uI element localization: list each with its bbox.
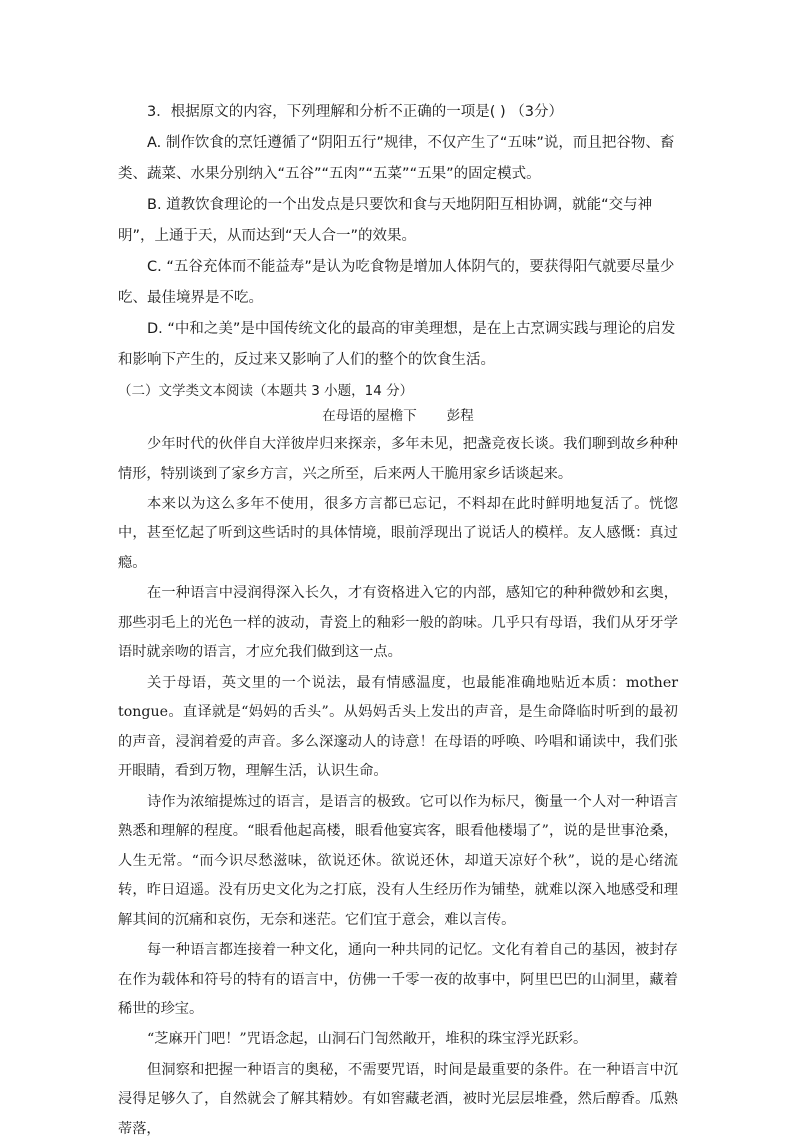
essay-paragraph: 少年时代的伙伴自大洋彼岸归来探亲，多年未见，把盏竞夜长谈。我们聊到故乡种种情形，特别谈到了家乡方言，兴之所至，后来两人干脆用家乡话谈起来。	[118, 436, 678, 482]
option-c: C. “五谷充体而不能益寿”是认为吃食物是增加人体阴气的，要获得阳气就要尽量少吃、最佳境界是不吃。	[118, 259, 675, 306]
essay-paragraph: 本来以为这么多年不使用，很多方言都已忘记，不料却在此时鲜明地复活了。恍惚中，甚至忆起了听到这些话时的具体情境，眼前浮现出了说话人的模样。友人感慨：真过瘾。	[118, 495, 678, 571]
essay-paragraph: “芝麻开门吧！”咒语念起，山洞石门訇然敞开，堆积的珠宝浮光跃彩。	[147, 1031, 588, 1048]
essay-title-line	[118, 406, 678, 426]
essay-paragraph: 但洞察和把握一种语言的奥秘，不需要咒语，时间是最重要的条件。在一种语言中沉浸得足够久了，自然就会了解其精妙。有如窖藏老酒，被时光层层堆叠，然后醇香。瓜熟蒂落，	[118, 1061, 678, 1137]
essay-paragraph: 每一种语言都连接着一种文化，通向一种共同的记忆。文化有着自己的基因，被封存在作为载体和符号的特有的语言中，仿佛一千零一夜的故事中，阿里巴巴的山洞里，藏着稀世的珍宝。	[118, 942, 678, 1018]
essay-paragraph: 在一种语言中浸润得深入长久，才有资格进入它的内部，感知它的种种微妙和玄奥，那些羽毛上的光色一样的波动，青瓷上的釉彩一般的韵味。几乎只有母语，我们从牙牙学语时就亲吻的语言，才应允我们做到这一点。	[118, 585, 678, 661]
option-d: D. “中和之美”是中国传统文化的最高的审美理想，是在上古烹调实践与理论的启发和影响下产生的，反过来又影响了人们的整个的饮食生活。	[118, 321, 676, 368]
question-stem: 3．根据原文的内容，下列理解和分析不正确的一项是( ) （3分）	[147, 104, 563, 120]
essay-author: 彭程	[446, 408, 474, 424]
essay-body	[118, 430, 678, 1145]
option-a: A. 制作饮食的烹饪遵循了“阴阳五行”规律，不仅产生了“五味”说，而且把谷物、畜类、蔬菜、水果分别纳入“五谷”“五肉”“五菜”“五果”的固定模式。	[118, 135, 675, 182]
option-b: B. 道教饮食理论的一个出发点是只要饮和食与天地阴阳互相协调，就能“交与神明”，上通于天，从而达到“天人合一”的效果。	[118, 197, 653, 244]
question-3	[118, 97, 678, 376]
essay-paragraph: 关于母语，英文里的一个说法，最有情感温度，也最能准确地贴近本质：mother tongue。直译就是“妈妈的舌头”。从妈妈舌头上发出的声音，是生命降临时听到的最初的声音，浸润着爱的声音。多么深邃动人的诗意！在母语的呼唤、吟唱和诵读中，我们张开眼睛，看到万物，理解生活，认识生命。	[118, 674, 678, 780]
essay-paragraph: 诗作为浓缩提炼过的语言，是语言的极致。它可以作为标尺，衡量一个人对一种语言熟悉和理解的程度。“眼看他起高楼，眼看他宴宾客，眼看他楼塌了”，说的是世事沧桑，人生无常。“而今识尽愁滋味，欲说还休。欲说还休，却道天凉好个秋”，说的是心绪流转，昨日迢遥。没有历史文化为之打底，没有人生经历作为铺垫，就难以深入地感受和理解其间的沉痛和哀伤，无奈和迷茫。它们宜于意会，难以言传。	[118, 793, 678, 928]
essay-title: 在母语的屋檐下	[322, 408, 417, 424]
section-heading: （二）文学类文本阅读（本题共 3 小题，14 分）	[118, 383, 414, 399]
